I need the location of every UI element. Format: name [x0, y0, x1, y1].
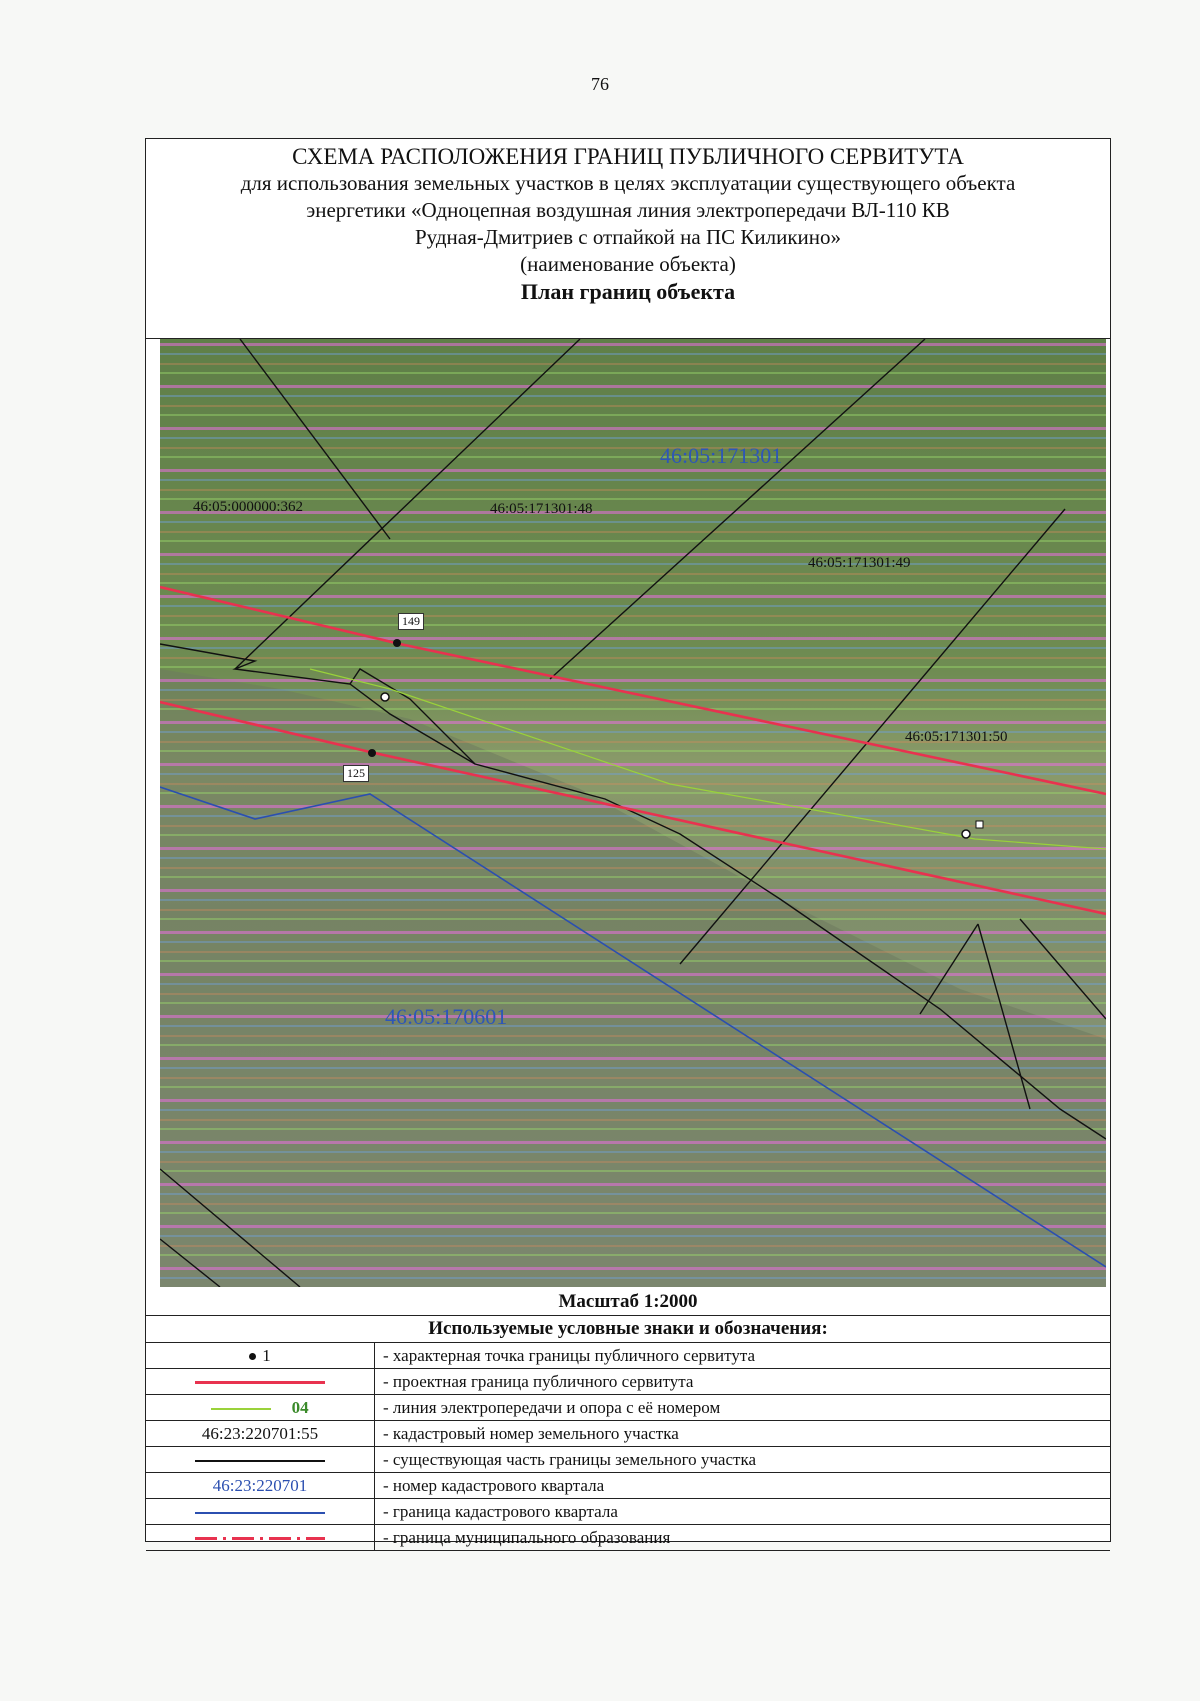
point-number-125: 125 — [343, 765, 369, 782]
legend-description: - проектная граница публичного сервитута — [375, 1369, 1111, 1395]
pole-number-label: 04 — [291, 1397, 309, 1417]
scheme-subtitle-line-3: энергетики «Одноцепная воздушная линия электропередачи ВЛ-110 КВ — [306, 198, 950, 222]
power-line-icon — [211, 1408, 271, 1410]
power-pole-1 — [381, 693, 389, 701]
legend-description: - существующая часть границы земельного участка — [375, 1447, 1111, 1473]
parcel-boundary-icon — [195, 1460, 325, 1462]
parcel-label-49: 46:05:171301:49 — [808, 555, 911, 571]
legend-symbol-parcel-boundary — [146, 1447, 375, 1473]
municipal-boundary-icon — [195, 1537, 325, 1540]
scheme-title: СХЕМА РАСПОЛОЖЕНИЯ ГРАНИЦ ПУБЛИЧНОГО СЕРВИТУТА — [292, 144, 964, 169]
pole-marker — [976, 821, 983, 828]
legend-row — [146, 1395, 1110, 1421]
scheme-subtitle-line-4: Рудная-Дмитриев с отпайкой на ПС Киликино» — [414, 225, 842, 249]
scanline-overlay — [160, 339, 1106, 1287]
legend-description: - граница кадастрового квартала — [375, 1499, 1111, 1525]
legend-description: - характерная точка границы публичного сервитута — [375, 1343, 1111, 1369]
aerial-map — [160, 339, 1106, 1287]
legend-symbol-quarter-boundary — [146, 1499, 375, 1525]
legend-row — [146, 1421, 1110, 1447]
legend-symbol-quarter-number: 46:23:220701 — [146, 1473, 375, 1499]
legend-footer — [146, 1289, 1110, 1551]
legend-description: - линия электропередачи и опора с её номером — [375, 1395, 1111, 1421]
quarter-boundary-icon — [195, 1512, 325, 1514]
legend-row — [146, 1499, 1110, 1525]
point-symbol-icon — [249, 1353, 256, 1360]
quarter-label-170601: 46:05:170601 — [385, 1004, 508, 1029]
legend-row — [146, 1525, 1110, 1551]
scheme-frame — [145, 138, 1111, 1547]
legend-symbol-municipal-boundary — [146, 1525, 375, 1551]
legend-title: Используемые условные знаки и обозначения: — [146, 1316, 1110, 1343]
legend-symbol-servitude — [146, 1369, 375, 1395]
legend-description: - кадастровый номер земельного участка — [375, 1421, 1111, 1447]
legend-row — [146, 1447, 1110, 1473]
legend-row — [146, 1369, 1110, 1395]
legend-table — [146, 1343, 1110, 1551]
map-canvas — [160, 339, 1106, 1287]
map-scale: Масштаб 1:2000 — [146, 1289, 1110, 1316]
legend-symbol-label: 1 — [262, 1345, 271, 1365]
servitude-line-icon — [195, 1381, 325, 1384]
legend-row — [146, 1473, 1110, 1499]
object-name-caption: (наименование объекта) — [520, 252, 736, 276]
parcel-label-50: 46:05:171301:50 — [905, 729, 1008, 745]
scheme-subtitle-line-2: для использования земельных участков в целях эксплуатации существующего объекта — [240, 171, 1016, 195]
legend-description: - граница муниципального образования — [375, 1525, 1111, 1551]
parcel-label-48: 46:05:171301:48 — [490, 501, 593, 517]
legend-symbol-power-line — [146, 1395, 375, 1421]
boundary-point-149 — [393, 639, 401, 647]
boundary-point-125 — [368, 749, 376, 757]
legend-description: - номер кадастрового квартала — [375, 1473, 1111, 1499]
point-number-149: 149 — [398, 613, 424, 630]
page-number: 76 — [591, 74, 609, 94]
quarter-label-171301: 46:05:171301 — [660, 443, 783, 468]
parcel-label-362: 46:05:000000:362 — [193, 499, 304, 515]
legend-symbol-parcel-number: 46:23:220701:55 — [146, 1421, 375, 1447]
scheme-header — [146, 139, 1110, 339]
power-pole-2 — [962, 830, 970, 838]
legend-symbol-point — [146, 1343, 375, 1369]
plan-title: План границ объекта — [520, 279, 736, 304]
legend-row — [146, 1343, 1110, 1369]
